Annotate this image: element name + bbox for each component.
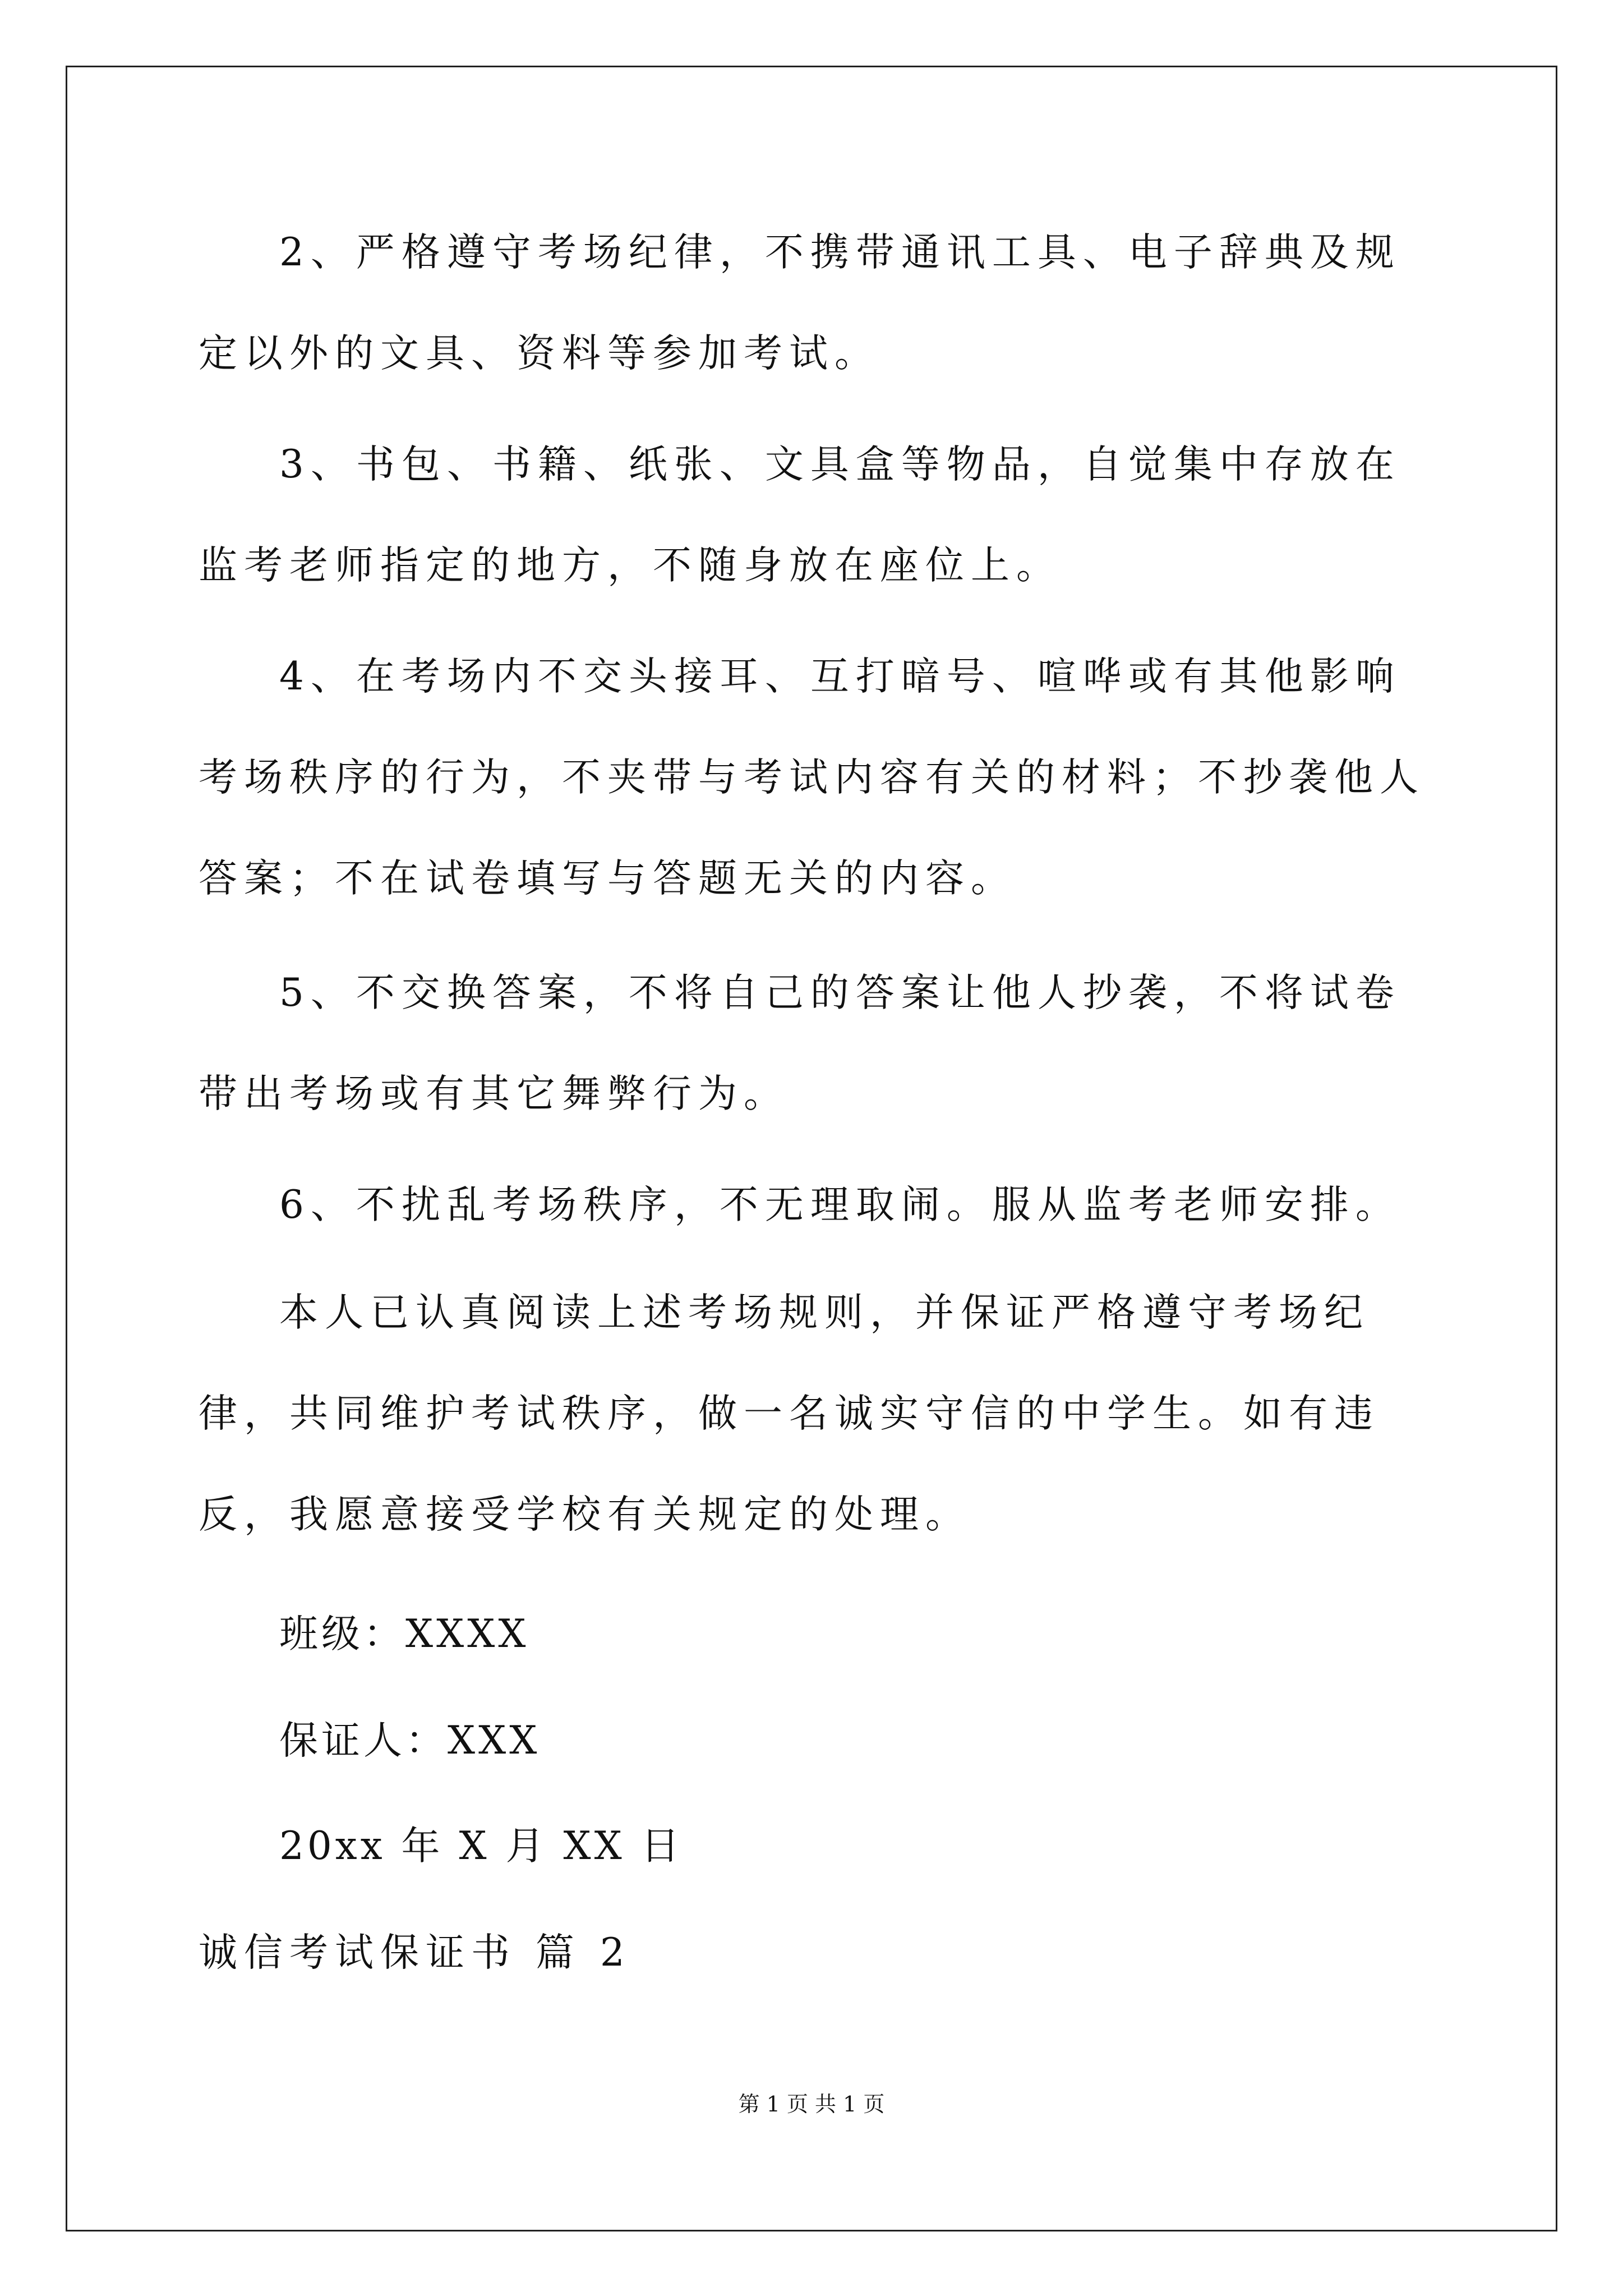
pledge-paragraph: 本人已认真阅读上述考场规则，并保证严格遵守考场纪律，共同维护考试秩序，做一名诚实守信的中学生。如有违反，我愿意接受学校有关规定的处理。 bbox=[199, 1290, 1380, 1537]
rule-paragraph-5: 5、不交换答案，不将自己的答案让他人抄袭，不将试卷带出考场或有其它舞弊行为。 bbox=[199, 970, 1401, 1116]
next-section-heading: 诚信考试保证书 篇 2 bbox=[199, 1930, 631, 1975]
guarantor-line: 保证人：XXX bbox=[279, 1718, 541, 1763]
class-line: 班级：XXXX bbox=[279, 1612, 529, 1657]
rule-paragraph-3: 3、书包、书籍、纸张、文具盒等物品，自觉集中存放在监考老师指定的地方，不随身放在座位上。 bbox=[199, 442, 1401, 588]
rule-paragraph-6: 6、不扰乱考场秩序，不无理取闹。服从监考老师安排。 bbox=[279, 1182, 1401, 1227]
date-line: 20xx 年 X 月 XX 日 bbox=[279, 1824, 683, 1869]
rule-paragraph-2: 2、严格遵守考场纪律，不携带通讯工具、电子辞典及规定以外的文具、资料等参加考试。 bbox=[199, 230, 1401, 376]
page-footer: 第 1 页 共 1 页 bbox=[738, 2092, 885, 2116]
rule-paragraph-4: 4、在考场内不交头接耳、互打暗号、喧哗或有其他影响考场秩序的行为，不夹带与考试内容有关的材料；不抄袭他人答案；不在试卷填写与答题无关的内容。 bbox=[199, 654, 1425, 901]
